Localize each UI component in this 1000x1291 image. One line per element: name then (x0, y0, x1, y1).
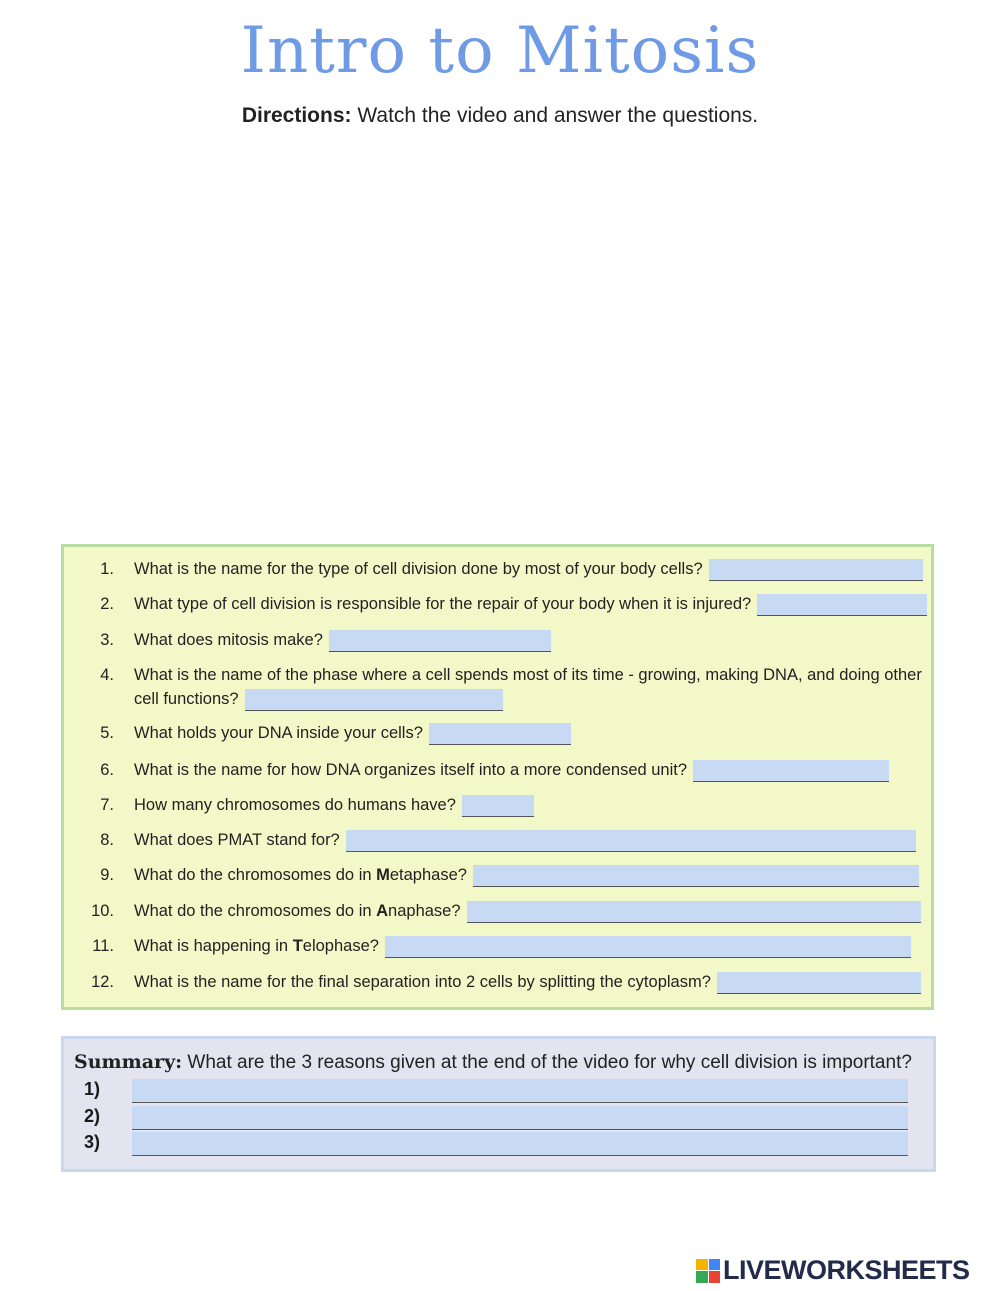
question-number: 3. (100, 631, 114, 649)
summary-item-label: 1) (84, 1079, 101, 1099)
question-text: What does mitosis make? (134, 631, 323, 649)
question-number: 2. (100, 595, 114, 613)
answer-field-9[interactable] (473, 865, 919, 887)
question-text-end: naphase? (388, 902, 461, 920)
summary-answer-field-3[interactable] (132, 1132, 908, 1156)
logo-mark-icon (696, 1259, 720, 1283)
questions-box (61, 544, 934, 1010)
phase-initial: T (292, 937, 303, 955)
question-text: What is the name for the final separation into 2 cells by splitting the cytoplasm? (134, 973, 711, 991)
answer-field-1[interactable] (709, 559, 923, 581)
question-text: What holds your DNA inside your cells? (134, 724, 423, 742)
question-text: What does PMAT stand for? (134, 831, 340, 849)
question-text: What type of cell division is responsible for the repair of your body when it is injured? (134, 595, 752, 613)
question-text: What is the name for how DNA organizes itself into a more condensed unit? (134, 761, 688, 779)
answer-field-12[interactable] (717, 972, 921, 994)
answer-field-10[interactable] (467, 901, 921, 923)
question-text-line2: cell functions? (134, 690, 239, 708)
answer-field-8[interactable] (346, 830, 916, 852)
question-number: 10. (91, 902, 114, 920)
answer-field-6[interactable] (693, 760, 889, 782)
page-title: Intro to Mitosis (240, 14, 760, 88)
question-number: 11. (92, 937, 114, 955)
summary-item-label: 2) (84, 1106, 101, 1126)
summary-item-label: 3) (84, 1132, 101, 1152)
summary-answer-field-1[interactable] (132, 1079, 908, 1103)
question-text: What do the chromosomes do in (134, 866, 377, 884)
question-text: What do the chromosomes do in (134, 902, 377, 920)
summary-box (61, 1036, 936, 1172)
summary-question: What are the 3 reasons given at the end of the video for why cell division is important? (182, 1052, 912, 1073)
summary-heading (74, 1051, 912, 1074)
question-text-end: elophase? (302, 937, 379, 955)
question-number: 8. (100, 831, 114, 849)
logo-text: LIVEWORKSHEETS (723, 1255, 970, 1285)
answer-field-4[interactable] (245, 689, 503, 711)
phase-initial: M (376, 866, 390, 884)
question-number: 6. (100, 761, 114, 779)
question-text: What is happening in (134, 937, 293, 955)
directions (0, 104, 1000, 128)
answer-field-11[interactable] (385, 936, 911, 958)
video-area (120, 148, 880, 528)
directions-text: Watch the video and answer the questions. (351, 104, 759, 127)
question-text: How many chromosomes do humans have? (134, 796, 456, 814)
question-number: 5. (100, 724, 114, 742)
summary-answer-field-2[interactable] (132, 1106, 908, 1130)
answer-field-3[interactable] (329, 630, 551, 652)
summary-label: Summary: (74, 1051, 183, 1073)
question-text-end: etaphase? (389, 866, 467, 884)
answer-field-7[interactable] (462, 795, 534, 817)
answer-field-5[interactable] (429, 723, 571, 745)
answer-field-2[interactable] (757, 594, 927, 616)
question-text: What is the name of the phase where a cell spends most of its time - growing, making DNA, and doing other (134, 666, 922, 684)
question-number: 9. (100, 866, 114, 884)
question-number: 1. (100, 560, 114, 578)
question-text: What is the name for the type of cell division done by most of your body cells? (134, 560, 703, 578)
phase-initial: A (376, 902, 389, 920)
directions-label: Directions: (241, 104, 352, 127)
question-number: 12. (91, 973, 114, 991)
question-number: 4. (100, 666, 114, 684)
question-number: 7. (100, 796, 114, 814)
liveworksheets-logo (696, 1255, 970, 1286)
